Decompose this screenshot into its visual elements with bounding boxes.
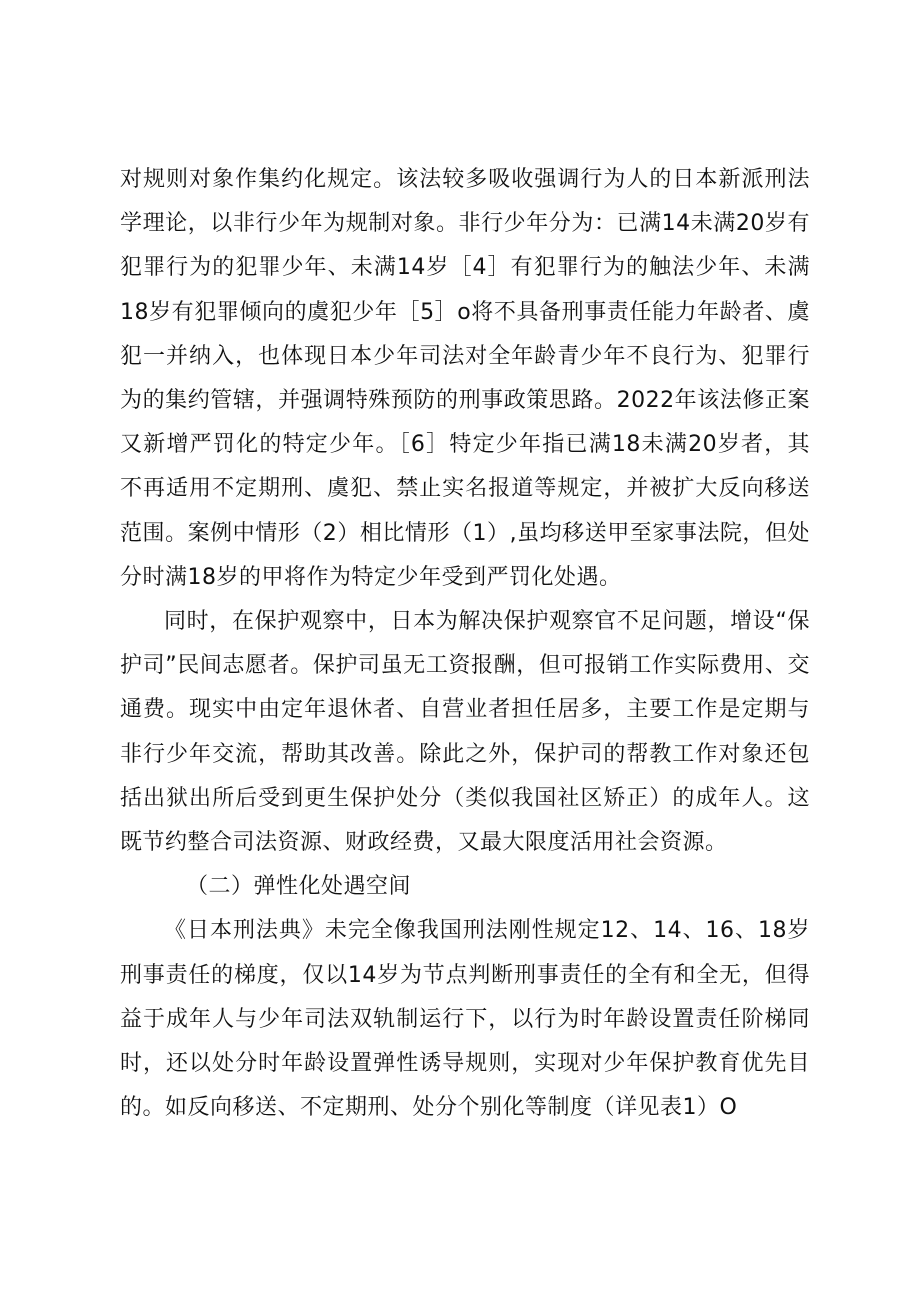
paragraph-legal-definitions: 对规则对象作集约化规定。该法较多吸收强调行为人的日本新派刑法学理论，以非行少年为规制对象。非行少年分为：已满14未满20岁有犯罪行为的犯罪少年、未满14岁［4］有犯罪行为的触法少年、未满18岁有犯罪倾向的虞犯少年［5］o将不具备刑事责任能力年龄者、虞犯一并纳入，也体现日本少年司法对全年龄青少年不良行为、犯罪行为的集约管辖，并强调特殊预防的刑事政策思路。2022年该法修正案又新增严罚化的特定少年。［6］特定少年指已满18未满20岁者，其不再适用不定期刑、虞犯、禁止实名报道等规定，并被扩大反向移送范围。案例中情形（2）相比情形（1）,虽均移送甲至家事法院，但处分时满18岁的甲将作为特定少年受到严罚化处遇。 bbox=[120, 167, 810, 590]
paragraph-criminal-code: 《日本刑法典》未完全像我国刑法刚性规定12、14、16、18岁刑事责任的梯度，仅以14岁为节点判断刑事责任的全有和全无，但得益于成年人与少年司法双轨制运行下，以行为时年龄设置责任阶梯同时，还以处分时年龄设置弹性诱导规则，实现对少年保护教育优先目的。如反向移送、不定期刑、处分个别化等制度（详见表1）O bbox=[120, 918, 810, 1121]
section-heading-flexible-treatment: （二）弹性化处遇空间 bbox=[186, 874, 412, 900]
paragraph-probation-volunteers: 同时，在保护观察中，日本为解决保护观察官不足问题，增设“保护司”民间志愿者。保护司虽无工资报酬，但可报销工作实际费用、交通费。现实中由定年退休者、自营业者担任居多，主要工作是定期与非行少年交流，帮助其改善。除此之外，保护司的帮教工作对象还包括出狱出所后受到更生保护处分（类似我国社区矫正）的成年人。这既节约整合司法资源、财政经费，又最大限度活用社会资源。 bbox=[120, 609, 810, 856]
document-body bbox=[120, 158, 810, 1130]
